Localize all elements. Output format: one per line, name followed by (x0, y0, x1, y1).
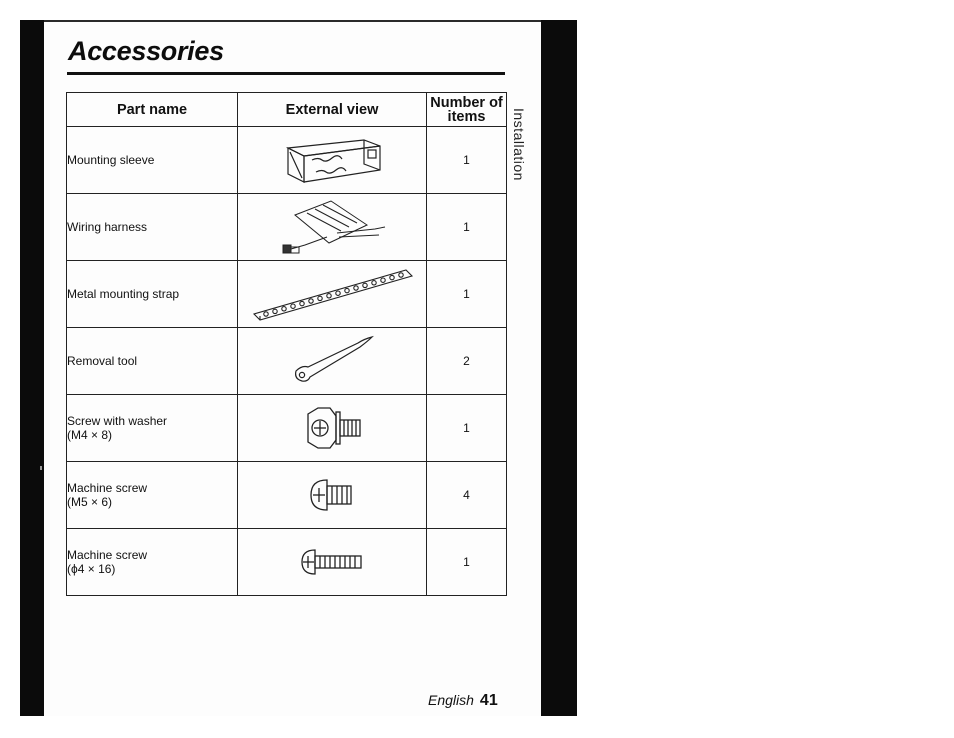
quantity-cell: 2 (427, 328, 507, 395)
title-rule (67, 72, 505, 75)
part-name-cell: Removal tool (67, 328, 238, 395)
section-side-label: Installation (511, 108, 527, 181)
part-name-cell: Machine screw (M5 × 6) (67, 462, 238, 529)
page-footer (428, 692, 498, 710)
footer-language: English (428, 692, 474, 708)
part-name-cell: Mounting sleeve (67, 127, 238, 194)
part-name-cell: Wiring harness (67, 194, 238, 261)
quantity-cell: 4 (427, 462, 507, 529)
header-external-view: External view (238, 93, 427, 127)
table-row (67, 462, 507, 529)
part-name-cell: Metal mounting strap (67, 261, 238, 328)
quantity-cell: 1 (427, 261, 507, 328)
header-number-of-items: Number of items (427, 93, 507, 127)
quantity-cell: 1 (427, 127, 507, 194)
wiring-harness-icon (277, 197, 387, 257)
external-view-cell (238, 194, 427, 261)
part-name-cell: Screw with washer (M4 × 8) (67, 395, 238, 462)
part-name-cell: Machine screw (ϕ4 × 16) (67, 529, 238, 596)
screw-with-washer-icon (300, 406, 364, 450)
header-part-name: Part name (67, 93, 238, 127)
external-view-cell (238, 529, 427, 596)
scan-speck (40, 466, 42, 470)
external-view-cell (238, 462, 427, 529)
external-view-cell (238, 127, 427, 194)
machine-screw-long-icon (299, 547, 365, 577)
external-view-cell (238, 395, 427, 462)
page-title: Accessories (68, 36, 224, 66)
quantity-cell: 1 (427, 194, 507, 261)
quantity-cell: 1 (427, 395, 507, 462)
table-row (67, 127, 507, 194)
table-row (67, 328, 507, 395)
removal-tool-icon (290, 335, 374, 387)
scan-border-right (541, 20, 577, 716)
table-header-row (67, 93, 507, 127)
mounting-sleeve-icon (282, 134, 382, 186)
accessories-table (66, 92, 507, 596)
table-row (67, 194, 507, 261)
machine-screw-short-icon (307, 476, 357, 514)
external-view-cell (238, 328, 427, 395)
quantity-cell: 1 (427, 529, 507, 596)
mounting-strap-icon (250, 264, 414, 324)
page-number: 41 (479, 692, 498, 709)
table-row (67, 261, 507, 328)
external-view-cell (238, 261, 427, 328)
table-row (67, 395, 507, 462)
table-row (67, 529, 507, 596)
scan-border-left (20, 20, 44, 716)
